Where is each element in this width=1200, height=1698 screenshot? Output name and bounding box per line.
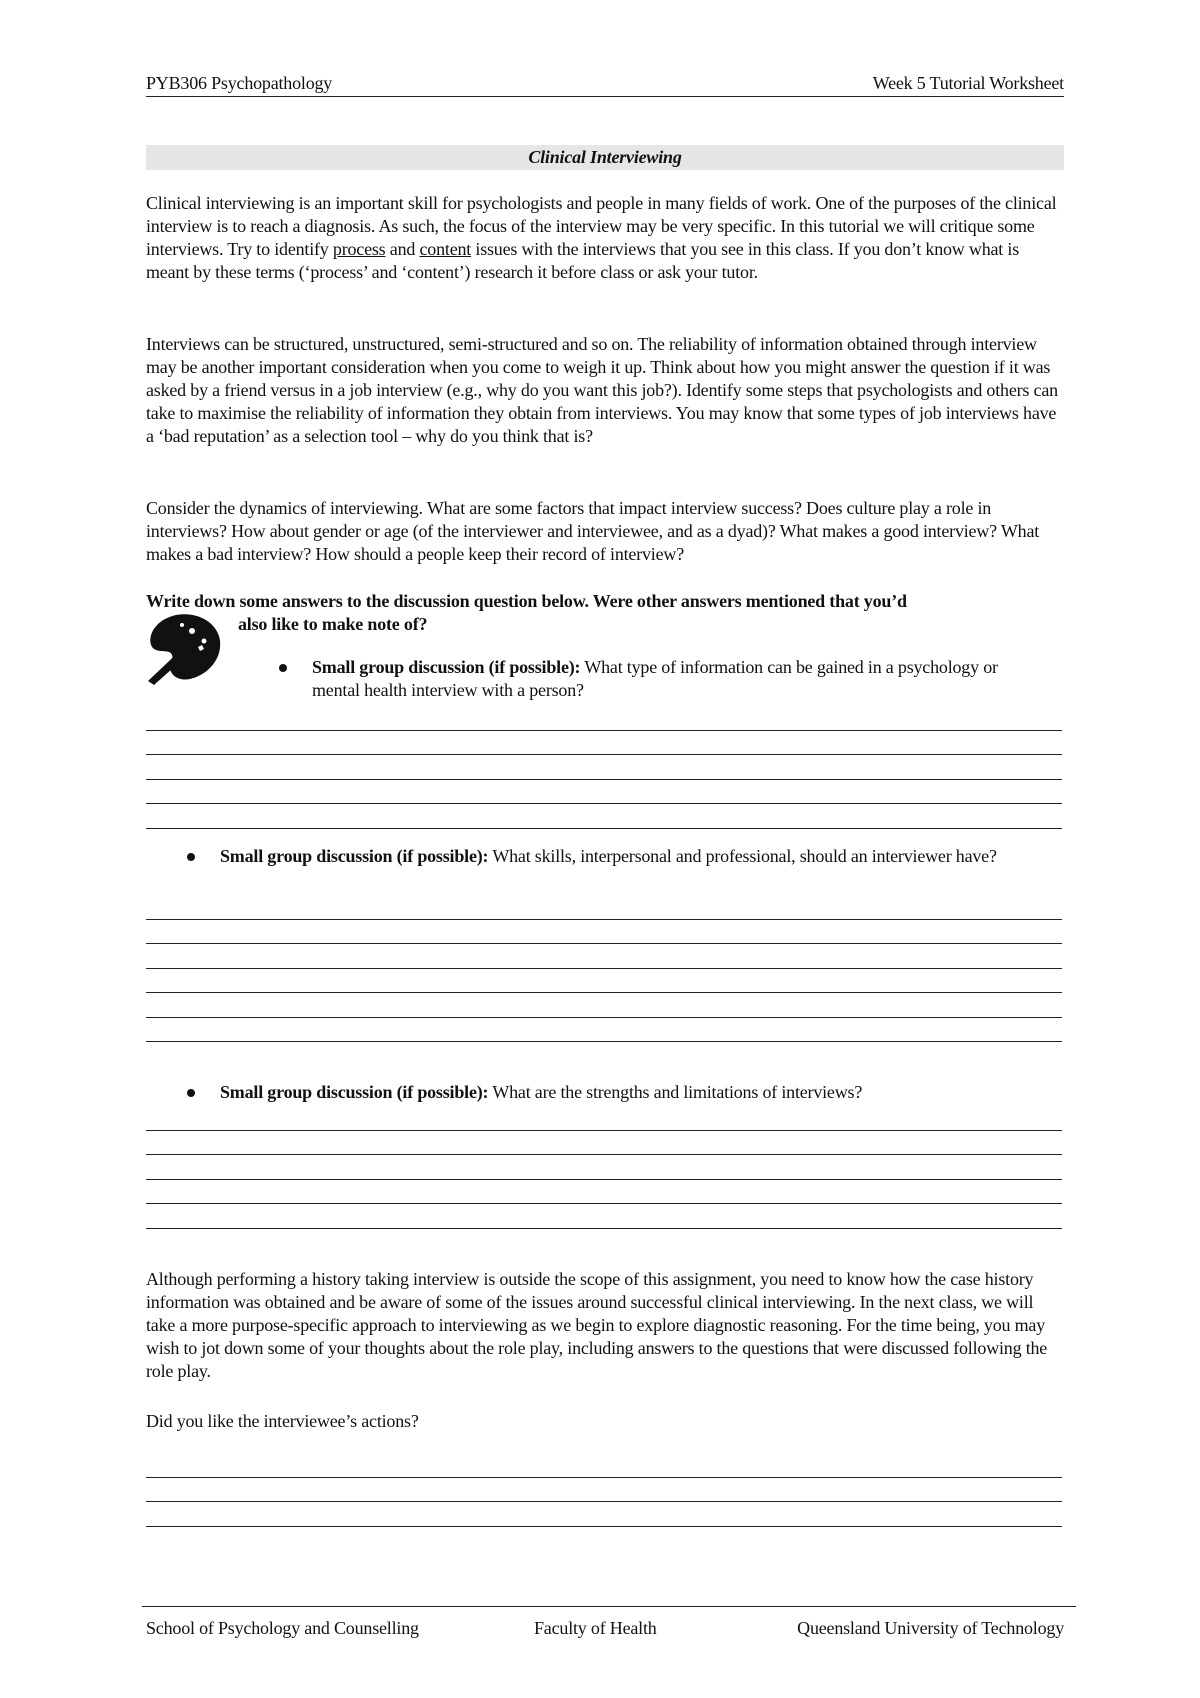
- page-footer: [142, 1606, 1076, 1647]
- instruction-line-2: also like to make note of?: [238, 614, 428, 634]
- answer-line[interactable]: [146, 755, 1062, 780]
- content-term: content: [419, 239, 472, 259]
- question-1: [312, 656, 1012, 702]
- question-4: Did you like the interviewee’s actions?: [146, 1411, 419, 1431]
- bullet-icon: [187, 1089, 195, 1097]
- page-header: [146, 70, 1064, 97]
- answer-lines-2[interactable]: [146, 895, 1062, 1042]
- answer-line[interactable]: [146, 1131, 1062, 1156]
- answer-line[interactable]: [146, 1155, 1062, 1180]
- instruction-line-1: Write down some answers to the discussion question below. Were other answers mentioned that you’d: [146, 591, 907, 611]
- answer-line[interactable]: [146, 1106, 1062, 1131]
- intro-text-2: issues with the interviews that you see in this class. If you don’t know what is meant by these terms (‘process’ and ‘content’) research it before class or ask your tutor.: [146, 239, 1019, 282]
- question-3-text: What are the strengths and limitations of interviews?: [488, 1082, 863, 1102]
- answer-line[interactable]: [146, 944, 1062, 969]
- question-2: [220, 845, 1000, 868]
- answer-line[interactable]: [146, 895, 1062, 920]
- answer-line[interactable]: [146, 1453, 1062, 1478]
- bullet-icon: [187, 853, 195, 861]
- answer-lines-3[interactable]: [146, 1106, 1062, 1229]
- palette-icon: [146, 611, 222, 685]
- answer-line[interactable]: [146, 1502, 1062, 1527]
- answer-line[interactable]: [146, 804, 1062, 829]
- question-1-text: What type of information can be gained in a psychology or mental health interview with a person?: [312, 657, 998, 700]
- worksheet-title: Week 5 Tutorial Worksheet: [872, 73, 1064, 93]
- question-2-text: What skills, interpersonal and professional, should an interviewer have?: [488, 846, 997, 866]
- footer-university: Queensland University of Technology: [797, 1618, 1064, 1638]
- answer-line[interactable]: [146, 706, 1062, 731]
- footer-school: School of Psychology and Counselling: [146, 1618, 419, 1638]
- process-term: process: [332, 239, 386, 259]
- section-title: Clinical Interviewing: [146, 145, 1064, 170]
- question-3-label: Small group discussion (if possible):: [220, 1082, 489, 1102]
- intro-text-1: Clinical interviewing is an important skill for psychologists and people in many fields of work. One of the purposes of the clinical interview is to reach a diagnosis. As such, the focus of the interview may be very specific. In this tutorial we will critique some interviews. Try to identify: [146, 193, 1057, 259]
- question-3: [220, 1081, 1060, 1104]
- answer-line[interactable]: [146, 780, 1062, 805]
- answer-line[interactable]: [146, 1018, 1062, 1043]
- footer-faculty: Faculty of Health: [534, 1618, 657, 1638]
- answer-line[interactable]: [146, 969, 1062, 994]
- answer-line[interactable]: [146, 993, 1062, 1018]
- bullet-icon: [279, 664, 287, 672]
- reliability-paragraph: Interviews can be structured, unstructured, semi-structured and so on. The reliability of information obtained through interview may be another important consideration when you come to weigh it up. Think about how you might answer the question if it was asked by a friend versus in a job interview (e.g., why do you want this job?). Identify some steps that psychologists and others can take to maximise the reliability of information they obtain from interviews. You may know that some types of job interviews have a ‘bad reputation’ as a selection tool – why do you think that is?: [146, 334, 1058, 446]
- answer-lines-1[interactable]: [146, 706, 1062, 829]
- answer-line[interactable]: [146, 1180, 1062, 1205]
- answer-line[interactable]: [146, 1204, 1062, 1229]
- intro-paragraph: [146, 192, 1064, 284]
- intro-text-and: and: [385, 239, 420, 259]
- dynamics-paragraph: Consider the dynamics of interviewing. What are some factors that impact interview success? Does culture play a role in interviews? How about gender or age (of the interviewer and interviewee, and as a dyad)? What makes a good interview? What makes a bad interview? How should a people keep their record of interview?: [146, 498, 1040, 564]
- answer-line[interactable]: [146, 920, 1062, 945]
- history-paragraph: Although performing a history taking interview is outside the scope of this assignment, you need to know how the case history information was obtained and be aware of some of the issues around successful clinical interviewing. In the next class, we will take a more purpose-specific approach to interviewing as we begin to explore diagnostic reasoning. For the time being, you may wish to jot down some of your thoughts about the role play, including answers to the questions that were discussed following the role play.: [146, 1269, 1048, 1381]
- question-1-label: Small group discussion (if possible):: [312, 657, 581, 677]
- answer-line[interactable]: [146, 1478, 1062, 1503]
- course-title: PYB306 Psychopathology: [146, 73, 333, 93]
- answer-lines-4[interactable]: [146, 1453, 1062, 1527]
- answer-line[interactable]: [146, 731, 1062, 756]
- question-2-label: Small group discussion (if possible):: [220, 846, 489, 866]
